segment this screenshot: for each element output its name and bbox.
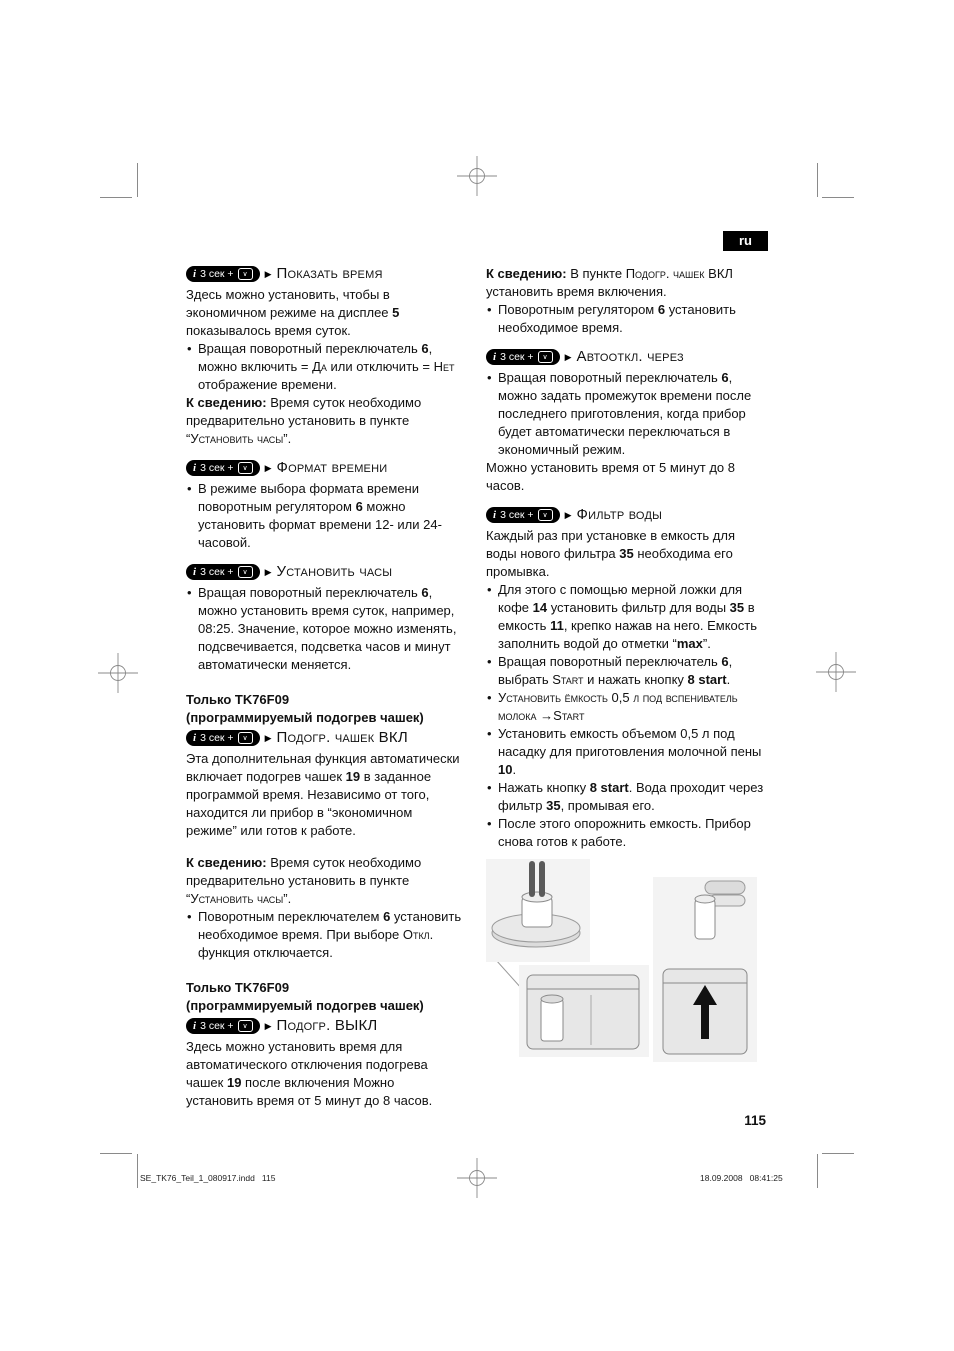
crop-mark [137,163,138,197]
crop-mark [100,197,132,198]
bullet-item: • Для этого с помощью мерной ложки для кофе 14 установить фильтр для воды 35 в емкость 11, крепко нажав на него. Емкость заполнить водой до отметки “max”. [486,581,767,653]
menu-badge-3sec [186,564,260,580]
bullet-item: • Поворотным регулятором 6 установить необходимое время. [486,301,767,337]
section-title: Установить часы [276,563,393,580]
section-heading-cupwarm-off [186,1017,464,1035]
footer-filename: SE_TK76_Teil_1_080917.indd 115 [140,1173,276,1183]
triangle-right-icon: ▶ [264,462,272,473]
crop-mark [822,197,854,198]
model-note-line: (программируемый подогрев чашек) [186,998,424,1013]
section-title: Подогр. ВЫКЛ [276,1017,378,1034]
triangle-right-icon: ▶ [264,1020,272,1031]
bullet-item: • После этого опорожнить емкость. Прибор снова готов к работе. [486,815,767,851]
model-note-line: Только TK76F09 [186,980,290,995]
column-right [486,265,767,1071]
chevron-down-icon: ∨ [238,268,253,280]
section-heading-cupwarm-on [186,729,464,747]
bullet-item: • В режиме выбора формата времени поворотным регулятором 6 можно установить формат времени 12- или 24-часовой. [186,480,464,552]
badge-label: 3 сек + [200,732,234,744]
badge-label: 3 сек + [200,566,234,578]
footer-timestamp: 18.09.2008 08:41:25 [700,1173,783,1183]
chevron-down-icon: ∨ [238,566,253,578]
crop-mark [822,1153,854,1154]
paragraph: Здесь можно установить время для автоматического отключения подогрева чашек 19 после включения Можно установить время от 5 минут до 8 часов. [186,1039,433,1108]
paragraph: Можно установить время от 5 минут до 8 часов. [486,460,735,493]
badge-label: 3 сек + [200,268,234,280]
menu-badge-3sec [186,266,260,282]
chevron-down-icon: ∨ [538,351,553,363]
bullet-item: • Нажать кнопку 8 start. Вода проходит через фильтр 35, промывая его. [486,779,767,815]
section-heading-water-filter [486,506,767,524]
note-paragraph: К сведению: В пункте Подогр. чашек ВКЛ установить время включения. [486,266,733,299]
chevron-down-icon: ∨ [538,509,553,521]
paragraph: Эта дополнительная функция автоматически включает подогрев чашек 19 в заданное программой время. Независимо от того, находится ли прибор в “экономичном режиме” или готов к работе. [186,751,460,838]
badge-label: 3 сек + [500,509,534,521]
info-icon: i [493,509,497,521]
chevron-down-icon: ∨ [238,1020,253,1032]
registration-mark [457,1158,497,1198]
bullet-item: • Установить емкость объемом 0,5 л под насадку для приготовления молочной пены 10. [486,725,767,779]
bullet-item: • Вращая поворотный переключатель 6, можно включить = Да или отключить = Нет отображение времени. [186,340,464,394]
bullet-item: • Установить ёмкость 0,5 л под вспениватель молока →Start [486,689,767,725]
info-icon: i [193,462,197,474]
column-left [186,265,464,1110]
bullet-item: • Поворотным переключателем 6 установить необходимое время. При выборе Откл. функция отключается. [186,908,464,962]
illustration-water-tank-with-filter [519,965,649,1057]
model-note [186,691,464,727]
triangle-right-icon: ▶ [564,351,572,362]
bullet-item: • Вращая поворотный переключатель 6, можно задать промежуток времени после последнего приготовления, когда прибор будет автоматически переключаться в экономичный режим. [486,369,767,459]
note-paragraph: К сведению: Время суток необходимо предварительно установить в пункте “Установить часы”. [186,855,422,906]
section-heading-auto-off [486,348,767,366]
menu-badge-3sec [486,507,560,523]
badge-label: 3 сек + [200,1020,234,1032]
bullet-item: • Вращая поворотный переключатель 6, можно установить время суток, например, 08:25. Значение, которое можно изменять, подсвечивается, подсветка часов и минут автоматически меняется. [186,584,464,674]
triangle-right-icon: ▶ [264,732,272,743]
triangle-right-icon: ▶ [264,566,272,577]
crop-mark [137,1154,138,1188]
registration-mark [457,156,497,196]
note-paragraph: К сведению: Время суток необходимо предварительно установить в пункте “Установить часы”. [186,395,422,446]
figure-group-filter-installation [486,859,767,1071]
chevron-down-icon: ∨ [238,732,253,744]
registration-mark [98,653,138,693]
section-heading-time-format [186,459,464,477]
section-title: Подогр. чашек ВКЛ [276,729,408,746]
model-note [186,979,464,1015]
chevron-down-icon: ∨ [238,462,253,474]
page-number: 115 [744,1113,766,1128]
paragraph: Здесь можно установить, чтобы в экономичном режиме на дисплее 5 показывалось время суток. [186,287,400,338]
triangle-right-icon: ▶ [564,509,572,520]
crop-mark [817,163,818,197]
section-heading-set-clock [186,563,464,581]
info-icon: i [193,1020,197,1032]
model-note-line: Только TK76F09 [186,692,290,707]
section-title: Фильтр воды [576,506,663,523]
section-title: Автооткл. через [576,348,684,365]
illustration-hand-inserting-filter [653,877,757,1062]
info-icon: i [193,732,197,744]
section-heading-show-time [186,265,464,283]
badge-label: 3 сек + [200,462,234,474]
illustration-filter-press-with-spoon [486,859,590,962]
crop-mark [100,1153,132,1154]
registration-mark [816,652,856,692]
paragraph: Каждый раз при установке в емкость для воды нового фильтра 35 необходима его промывка. [486,528,736,579]
crop-mark [817,1154,818,1188]
menu-badge-3sec [186,1018,260,1034]
section-title: Показать время [276,265,383,282]
badge-label: 3 сек + [500,351,534,363]
menu-badge-3sec [186,460,260,476]
menu-badge-3sec [186,730,260,746]
bullet-item: • Вращая поворотный переключатель 6, выбрать Start и нажать кнопку 8 start. [486,653,767,689]
info-icon: i [193,566,197,578]
section-title: Формат времени [276,459,388,476]
info-icon: i [193,268,197,280]
triangle-right-icon: ▶ [264,268,272,279]
language-badge: ru [723,231,768,251]
menu-badge-3sec [486,349,560,365]
model-note-line: (программируемый подогрев чашек) [186,710,424,725]
info-icon: i [493,351,497,363]
